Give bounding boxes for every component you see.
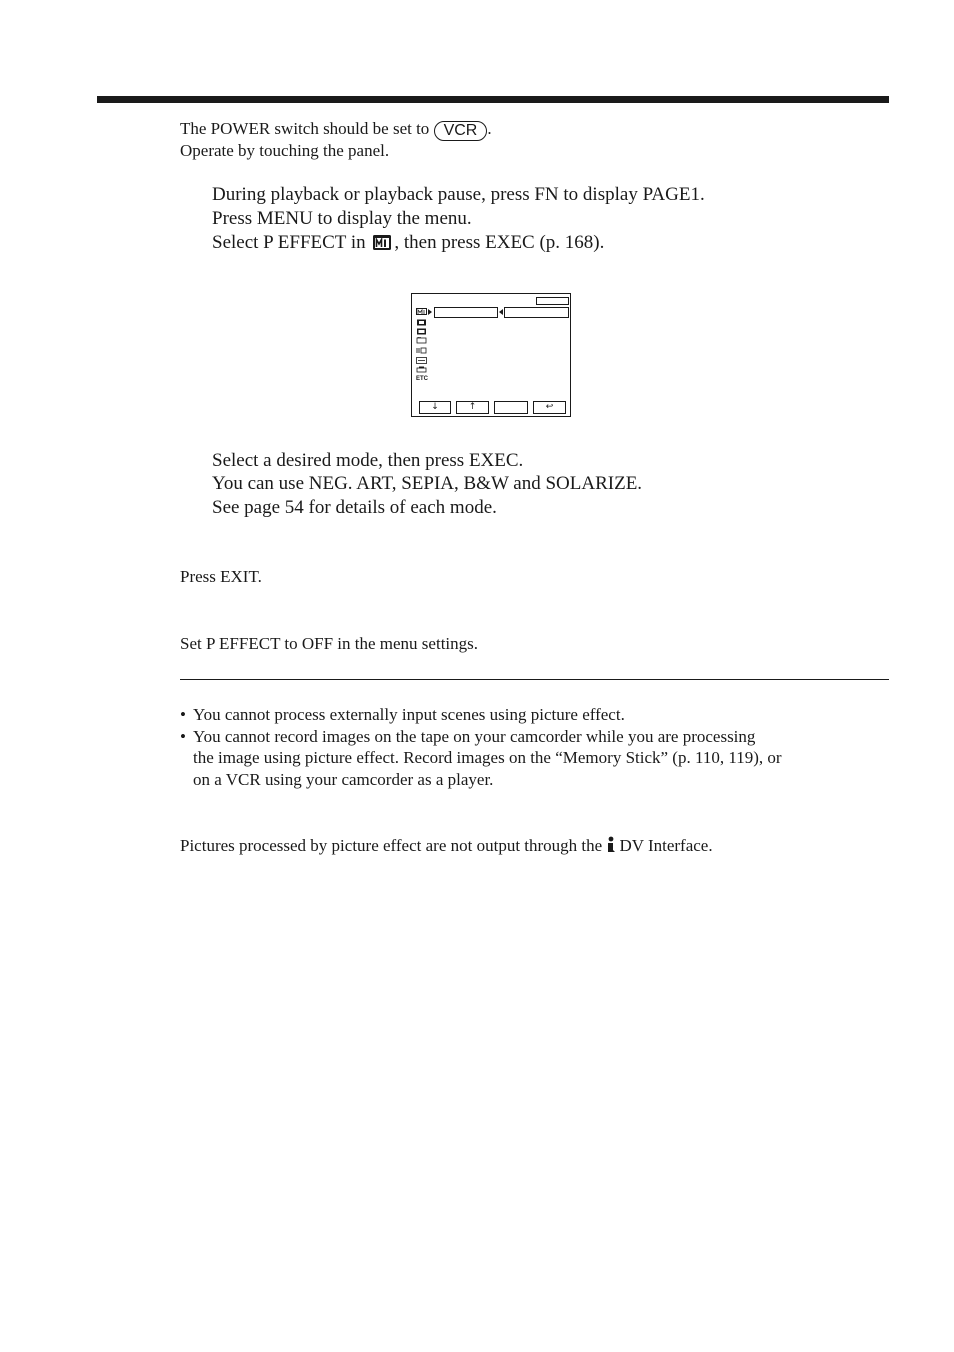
dv-interface-note <box>180 836 713 856</box>
note-item-2-line-2: the image using picture effect. Record images on the “Memory Stick” (p. 110, 119), or <box>193 748 782 767</box>
menu-screen-diagram <box>411 293 571 417</box>
menu-item-box <box>434 307 498 318</box>
etc-menu-label: ETC <box>416 376 428 382</box>
step-3 <box>212 232 604 254</box>
step-4-note-2: See page 54 for details of each mode. <box>212 497 497 518</box>
power-suffix: . <box>487 119 492 138</box>
bullet-icon: • <box>180 727 186 746</box>
memory-menu-icon <box>416 337 427 344</box>
turn-off-text: Set P EFFECT to OFF in the menu settings. <box>180 634 479 653</box>
step-4-note-1: You can use NEG. ART, SEPIA, B&W and SOLARIZE. <box>212 473 643 494</box>
exec-button[interactable] <box>494 401 528 414</box>
setup-menu-icon <box>416 357 427 364</box>
step-2: Press MENU to display the menu. <box>212 208 472 229</box>
note-text: You cannot record images on the tape on your camcorder while you are processing <box>193 727 756 746</box>
tape-menu-icon <box>416 347 427 354</box>
menu-value-box <box>504 307 569 318</box>
notes-rule <box>180 679 889 680</box>
return-button[interactable]: ↩ <box>533 401 566 414</box>
arrow-left-icon <box>499 309 503 315</box>
dv-note-prefix: Pictures processed by picture effect are not output through the <box>180 836 603 855</box>
ilink-icon <box>606 836 616 854</box>
note-text: You cannot process externally input scenes using picture effect. <box>193 705 625 724</box>
note-item-1 <box>180 705 625 725</box>
step-3-suffix: , then press EXEC (p. 168). <box>394 232 605 253</box>
menu-status-box <box>536 297 569 305</box>
down-button[interactable]: ↓ <box>419 401 451 414</box>
step-3-prefix: Select P EFFECT in <box>212 232 366 253</box>
power-prefix: The POWER switch should be set to <box>180 119 430 138</box>
print-menu-icon <box>416 366 427 373</box>
cancel-text: Press EXIT. <box>180 567 262 586</box>
dv-note-suffix: DV Interface. <box>619 836 713 855</box>
power-instruction <box>180 119 492 141</box>
step-1: During playback or playback pause, press FN to display PAGE1. <box>212 184 705 205</box>
operate-instruction: Operate by touching the panel. <box>180 141 390 160</box>
up-button[interactable]: ↑ <box>456 401 489 414</box>
vcr-badge: VCR <box>434 121 488 141</box>
manual-menu-icon <box>416 308 427 315</box>
note-item-2 <box>180 727 755 747</box>
step-4: Select a desired mode, then press EXEC. <box>212 450 524 471</box>
arrow-right-icon <box>428 309 432 315</box>
header-rule <box>97 96 889 103</box>
camera-menu-icon <box>416 319 427 326</box>
lcd-menu-icon <box>416 328 427 335</box>
manual-menu-icon <box>372 234 392 251</box>
note-item-2-line-3: on a VCR using your camcorder as a player. <box>193 770 494 789</box>
bullet-icon: • <box>180 705 186 724</box>
